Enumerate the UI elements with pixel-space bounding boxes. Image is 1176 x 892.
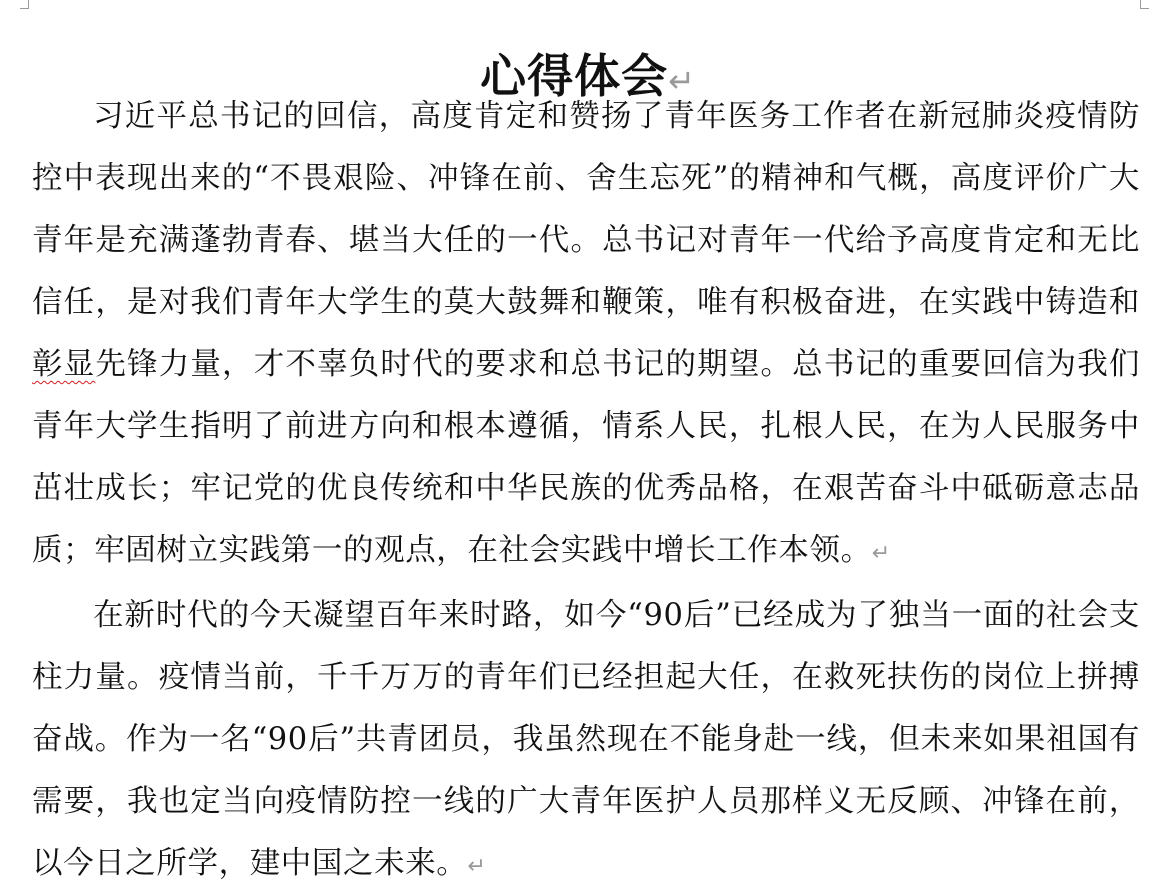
paragraph-2-text: 在新时代的今天凝望百年来时路，如今“90后”已经成为了独当一面的社会支柱力量。疫情当前，千千万万的青年们已经担起大任，在救死扶伤的岗位上拼搏奋战。作为一名“90后”共青团员，我虽然现在不能身赴一线，但未来如果祖国有需要，我也定当向疫情防控一线的广大青年医护人员那样义无反顾、冲锋在前，以今日之所学，建中国之未来。	[32, 598, 1140, 881]
paragraph-1-text-a: 习近平总书记的回信，高度肯定和赞扬了青年医务工作者在新冠肺炎疫情防控中表现出来的“不畏艰险、冲锋在前、舍生忘死”的精神和气概，高度评价广大青年是充满蓬勃青春、堪当大任的一代。总书记对青年一代给予高度肯定和无比信任，是对我们青年大学生的莫大鼓舞和鞭策，唯有积极奋进，在实践中铸造和	[32, 99, 1140, 320]
paragraph-mark-icon: ↵	[871, 541, 891, 566]
paragraph-1-text-b: 先锋力量，才不辜负时代的要求和总书记的期望。总书记的重要回信为我们青年大学生指明了前进方向和根本遵循，情系人民，扎根人民，在为人民服务中茁壮成长；牢记党的优良传统和中华民族的优秀品格，在艰苦奋斗中砥砺意志品质；牢固树立实践第一的观点，在社会实践中增长工作本领。	[32, 347, 1140, 568]
title-text: 心得体会	[480, 48, 669, 103]
paragraph-1[interactable]	[32, 86, 1140, 585]
paragraph-2[interactable]	[32, 585, 1140, 892]
page-corner-mark-right	[1140, 0, 1149, 9]
page-corner-mark-left	[20, 0, 29, 9]
paragraph-mark-icon: ↵	[668, 61, 696, 100]
spellcheck-flagged-word[interactable]: 彰显	[32, 347, 96, 382]
paragraph-mark-icon: ↵	[467, 854, 487, 879]
document-body[interactable]	[32, 86, 1140, 892]
